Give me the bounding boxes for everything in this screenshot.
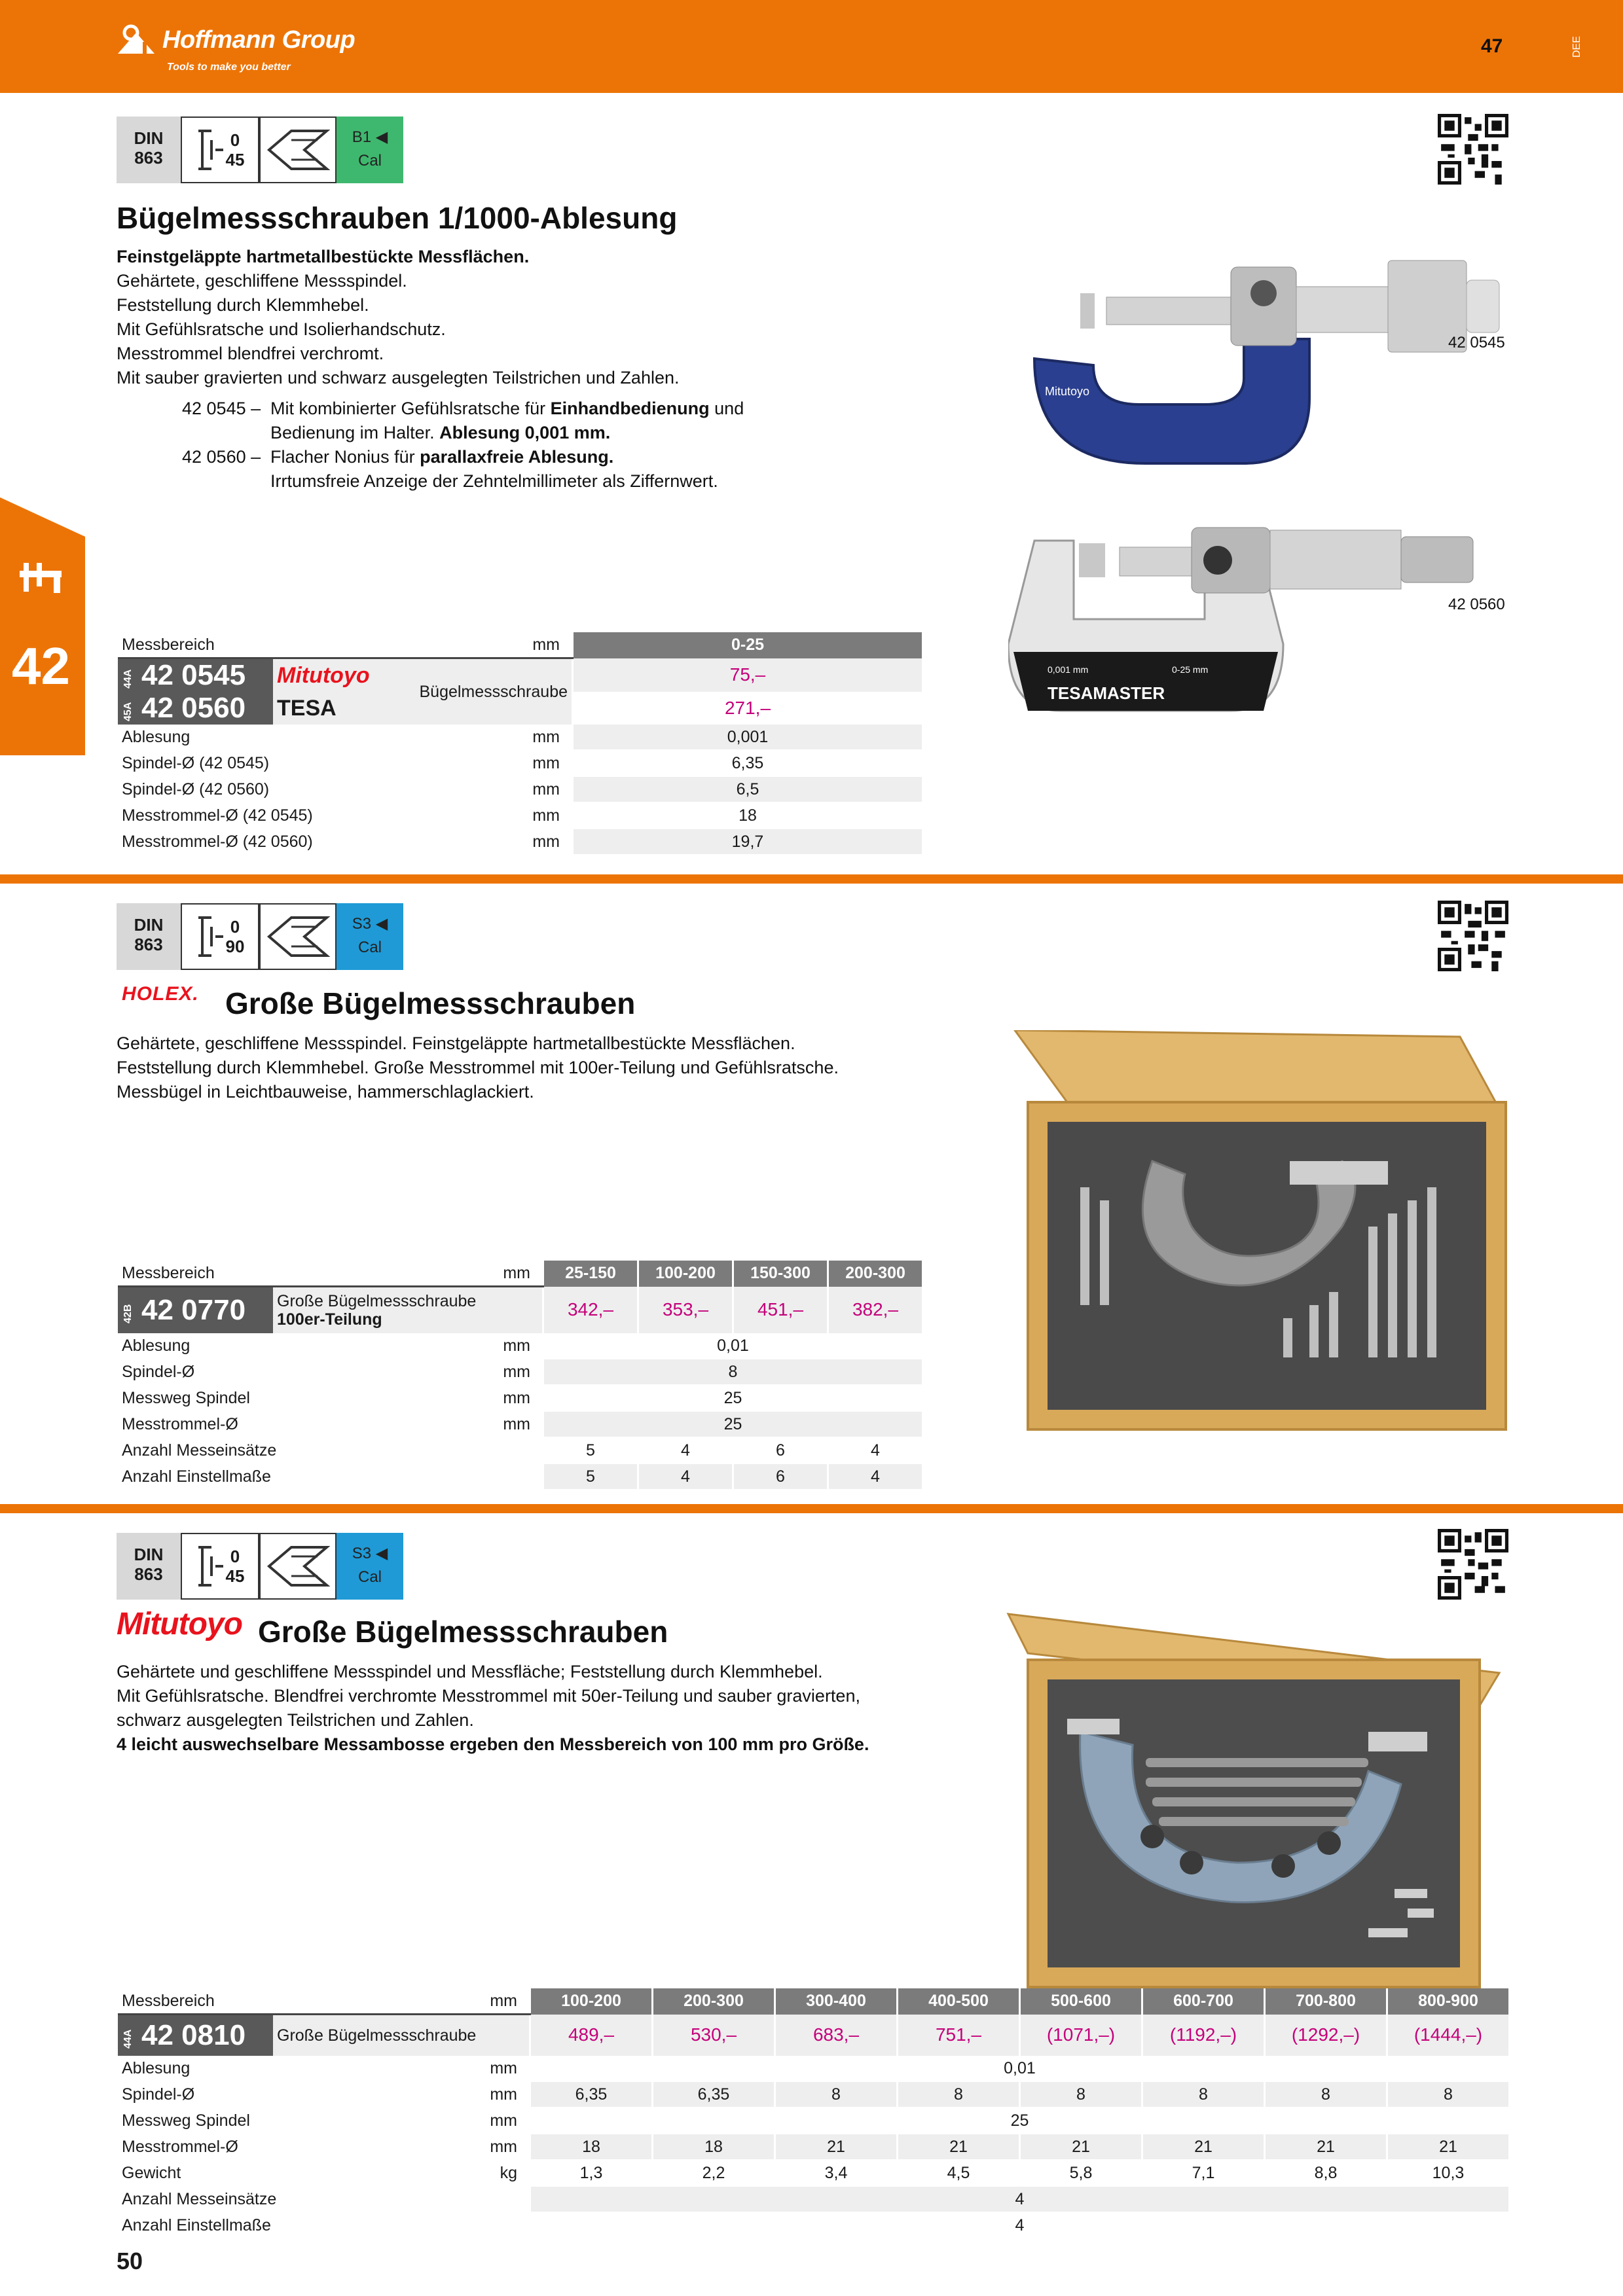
- row-label: Spindel-Ø (42 0545): [118, 750, 415, 776]
- page-number-footer: 50: [117, 2248, 143, 2274]
- spec-table-1: Messbereich mm 0-25 44A 42 0545 Mitutoyo Bügelmessschraube 75,– 45A 42 0560 TESA 271,– Ablesung mm 0,001 Spindel-Ø (42 0545) mm 6,35 Spindel-Ø (42 0560) mm 6,5 Messtrommel-Ø (42 0545) mm 18 Messtrommel-Ø (42 0560) mm 19,7: [118, 632, 922, 855]
- price: 271,–: [573, 692, 922, 725]
- header-unit: mm: [415, 632, 572, 658]
- holex-logo: HOLEX.: [122, 983, 199, 1005]
- article-number[interactable]: 42B 42 0770: [118, 1287, 273, 1334]
- image-caption: 42 0545: [1448, 334, 1505, 351]
- svg-text:Mitutoyo: Mitutoyo: [1045, 385, 1090, 398]
- article-description: Große Bügelmessschraube 100er-Teilung: [273, 1287, 543, 1334]
- qr-code-icon[interactable]: [1438, 1529, 1508, 1600]
- spec-table-2: Messbereich mm 25-150 100-200 150-300 200-300 42B 42 0770 Große Bügelmessschraube 100er-Teilung 342,– 353,– 451,– 382,– Ablesung mm 0,01 Spindel-Ø mm 8 Messweg Spindel mm 25 Messtrommel-Ø mm 25 Anzahl Messeinsätze 5 4 6 4 Anzahl Einstellmaße 5 4 6 4: [118, 1261, 922, 1490]
- micrometer-symbol-icon: [196, 1543, 226, 1589]
- bevel-icon: [265, 1543, 331, 1589]
- section-divider: [0, 874, 1623, 884]
- product-description: Gehärtete und geschliffene Messspindel und Messfläche; Feststellung durch Klemmhebel. Mit Gefühlsratsche. Blendfrei verchromte Messtrommel mit 50er-Teilung und sauber gravierten, schwarz ausgelegten Teilstrichen und Zahlen. 4 leicht auswechselbare Messambosse ergeben den Messbereich von 100 mm pro Größe.: [117, 1662, 869, 1754]
- section-divider: [0, 1504, 1623, 1513]
- article-number[interactable]: 44A 42 0545: [118, 658, 273, 692]
- article-description: Bügelmessschraube: [415, 658, 572, 725]
- price: 75,–: [573, 658, 922, 692]
- calibration-badge: S3 ◀ Cal: [337, 1533, 403, 1600]
- brand-name: Hoffmann Group: [162, 26, 356, 54]
- din-badge: DIN 863: [117, 903, 181, 970]
- qr-code-icon[interactable]: [1438, 114, 1508, 185]
- chapter-number: 42: [12, 637, 70, 695]
- row-label: Ablesung: [118, 725, 415, 750]
- article-description: Große Bügelmessschraube: [273, 2015, 530, 2056]
- range-badge: 0 45: [181, 1533, 259, 1600]
- micrometer-mitutoyo-image: [1008, 241, 1506, 484]
- hoffmann-logo-icon: [117, 24, 162, 56]
- brand-tesa: TESA: [273, 692, 415, 725]
- row-label: Messtrommel-Ø (42 0560): [118, 829, 415, 855]
- header-label: Messbereich: [118, 632, 415, 658]
- section-title: Große Bügelmessschrauben: [225, 986, 636, 1020]
- svg-text:TESAMASTER: TESAMASTER: [1048, 683, 1165, 703]
- page-number: 47: [1481, 35, 1503, 57]
- bevel-symbol: [259, 117, 337, 183]
- micrometer-tesa-image: [1008, 521, 1506, 744]
- bevel-icon: [265, 127, 331, 173]
- range-badge: 0 45: [181, 117, 259, 183]
- micrometer-symbol-icon: [196, 127, 226, 173]
- bevel-symbol: [259, 1533, 337, 1600]
- variant-notes: 42 0545 – Mit kombinierter Gefühlsratsche für Einhandbedienung und Bedienung im Halter. Ablesung 0,001 mm. 42 0560 – Flacher Nonius für parallaxfreie Ablesung. Irrtumsfreie Anzeige der Zehntelmillimeter als Ziffernwert.: [182, 399, 744, 491]
- section-title: Bügelmessschrauben 1/1000-Ablesung: [117, 201, 678, 235]
- product-description: Feinstgeläppte hartmetallbestückte Messflächen. Gehärtete, geschliffene Messspindel. Feststellung durch Klemmhebel. Mit Gefühlsratsche und Isolierhandschutz. Messtrommel blendfrei verchromt. Mit sauber gravierten und schwarz ausgelegten Teilstrichen und Zahlen.: [117, 247, 680, 387]
- language-code: DEE: [1571, 36, 1582, 58]
- article-number[interactable]: 44A 42 0810: [118, 2015, 273, 2056]
- section-title: Große Bügelmessschrauben: [258, 1615, 668, 1649]
- din-badge: DIN 863: [117, 117, 181, 183]
- header-range: 0-25: [573, 632, 922, 658]
- calibration-badge: B1 ◀ Cal: [337, 117, 403, 183]
- spec-table-3: Messbereich mm 100-200 200-300 300-400 400-500 500-600 600-700 700-800 800-900 44A 42 0810 Große Bügelmessschraube 489,– 530,– 683,– 751,– (1071,–) (1192,–) (1292,–) (1444,–) Ablesung mm 0,01 Spindel-Ø mm 6,35 6,35 8 8 8 8 8 8 Messweg Spindel mm 25 Messtrommel-Ø mm 18 18 21 21 21 21 21 21 Gewicht kg 1,3 2,2 3,4 4,5 5,8 7,1 8,8 10,3 Anzahl Messeinsätze 4 Anzahl Einstellmaße 4: [118, 1988, 1508, 2239]
- certification-badges: [117, 117, 403, 183]
- bevel-icon: [265, 914, 331, 960]
- brand-tagline: Tools to make you better: [167, 62, 291, 73]
- certification-badges: [117, 903, 403, 970]
- svg-text:0-25 mm: 0-25 mm: [1172, 664, 1209, 675]
- certification-badges: [117, 1533, 403, 1600]
- micrometer-symbol-icon: [196, 914, 226, 960]
- range-badge: 0 90: [181, 903, 259, 970]
- svg-text:0,001 mm: 0,001 mm: [1048, 664, 1089, 675]
- product-description: Gehärtete, geschliffene Messspindel. Feinstgeläppte hartmetallbestückte Messflächen. Feststellung durch Klemmhebel. Große Messtrommel mit 100er-Teilung und Gefühlsratsche. Messbügel in Leichtbauweise, hammerschlaglackiert.: [117, 1033, 839, 1102]
- micrometer-case-mitutoyo-image: [1002, 1601, 1512, 1994]
- row-label: Messtrommel-Ø (42 0545): [118, 802, 415, 829]
- din-badge: DIN 863: [117, 1533, 181, 1600]
- qr-code-icon[interactable]: [1438, 901, 1508, 971]
- row-label: Spindel-Ø (42 0560): [118, 776, 415, 802]
- calibration-badge: S3 ◀ Cal: [337, 903, 403, 970]
- mitutoyo-logo: Mitutoyo: [117, 1607, 242, 1641]
- micrometer-case-holex-image: [1002, 1030, 1512, 1436]
- brand-mitutoyo: Mitutoyo: [273, 658, 415, 692]
- image-caption: 42 0560: [1448, 596, 1505, 613]
- article-number[interactable]: 45A 42 0560: [118, 692, 273, 725]
- chapter-tab: [0, 497, 85, 755]
- bevel-symbol: [259, 903, 337, 970]
